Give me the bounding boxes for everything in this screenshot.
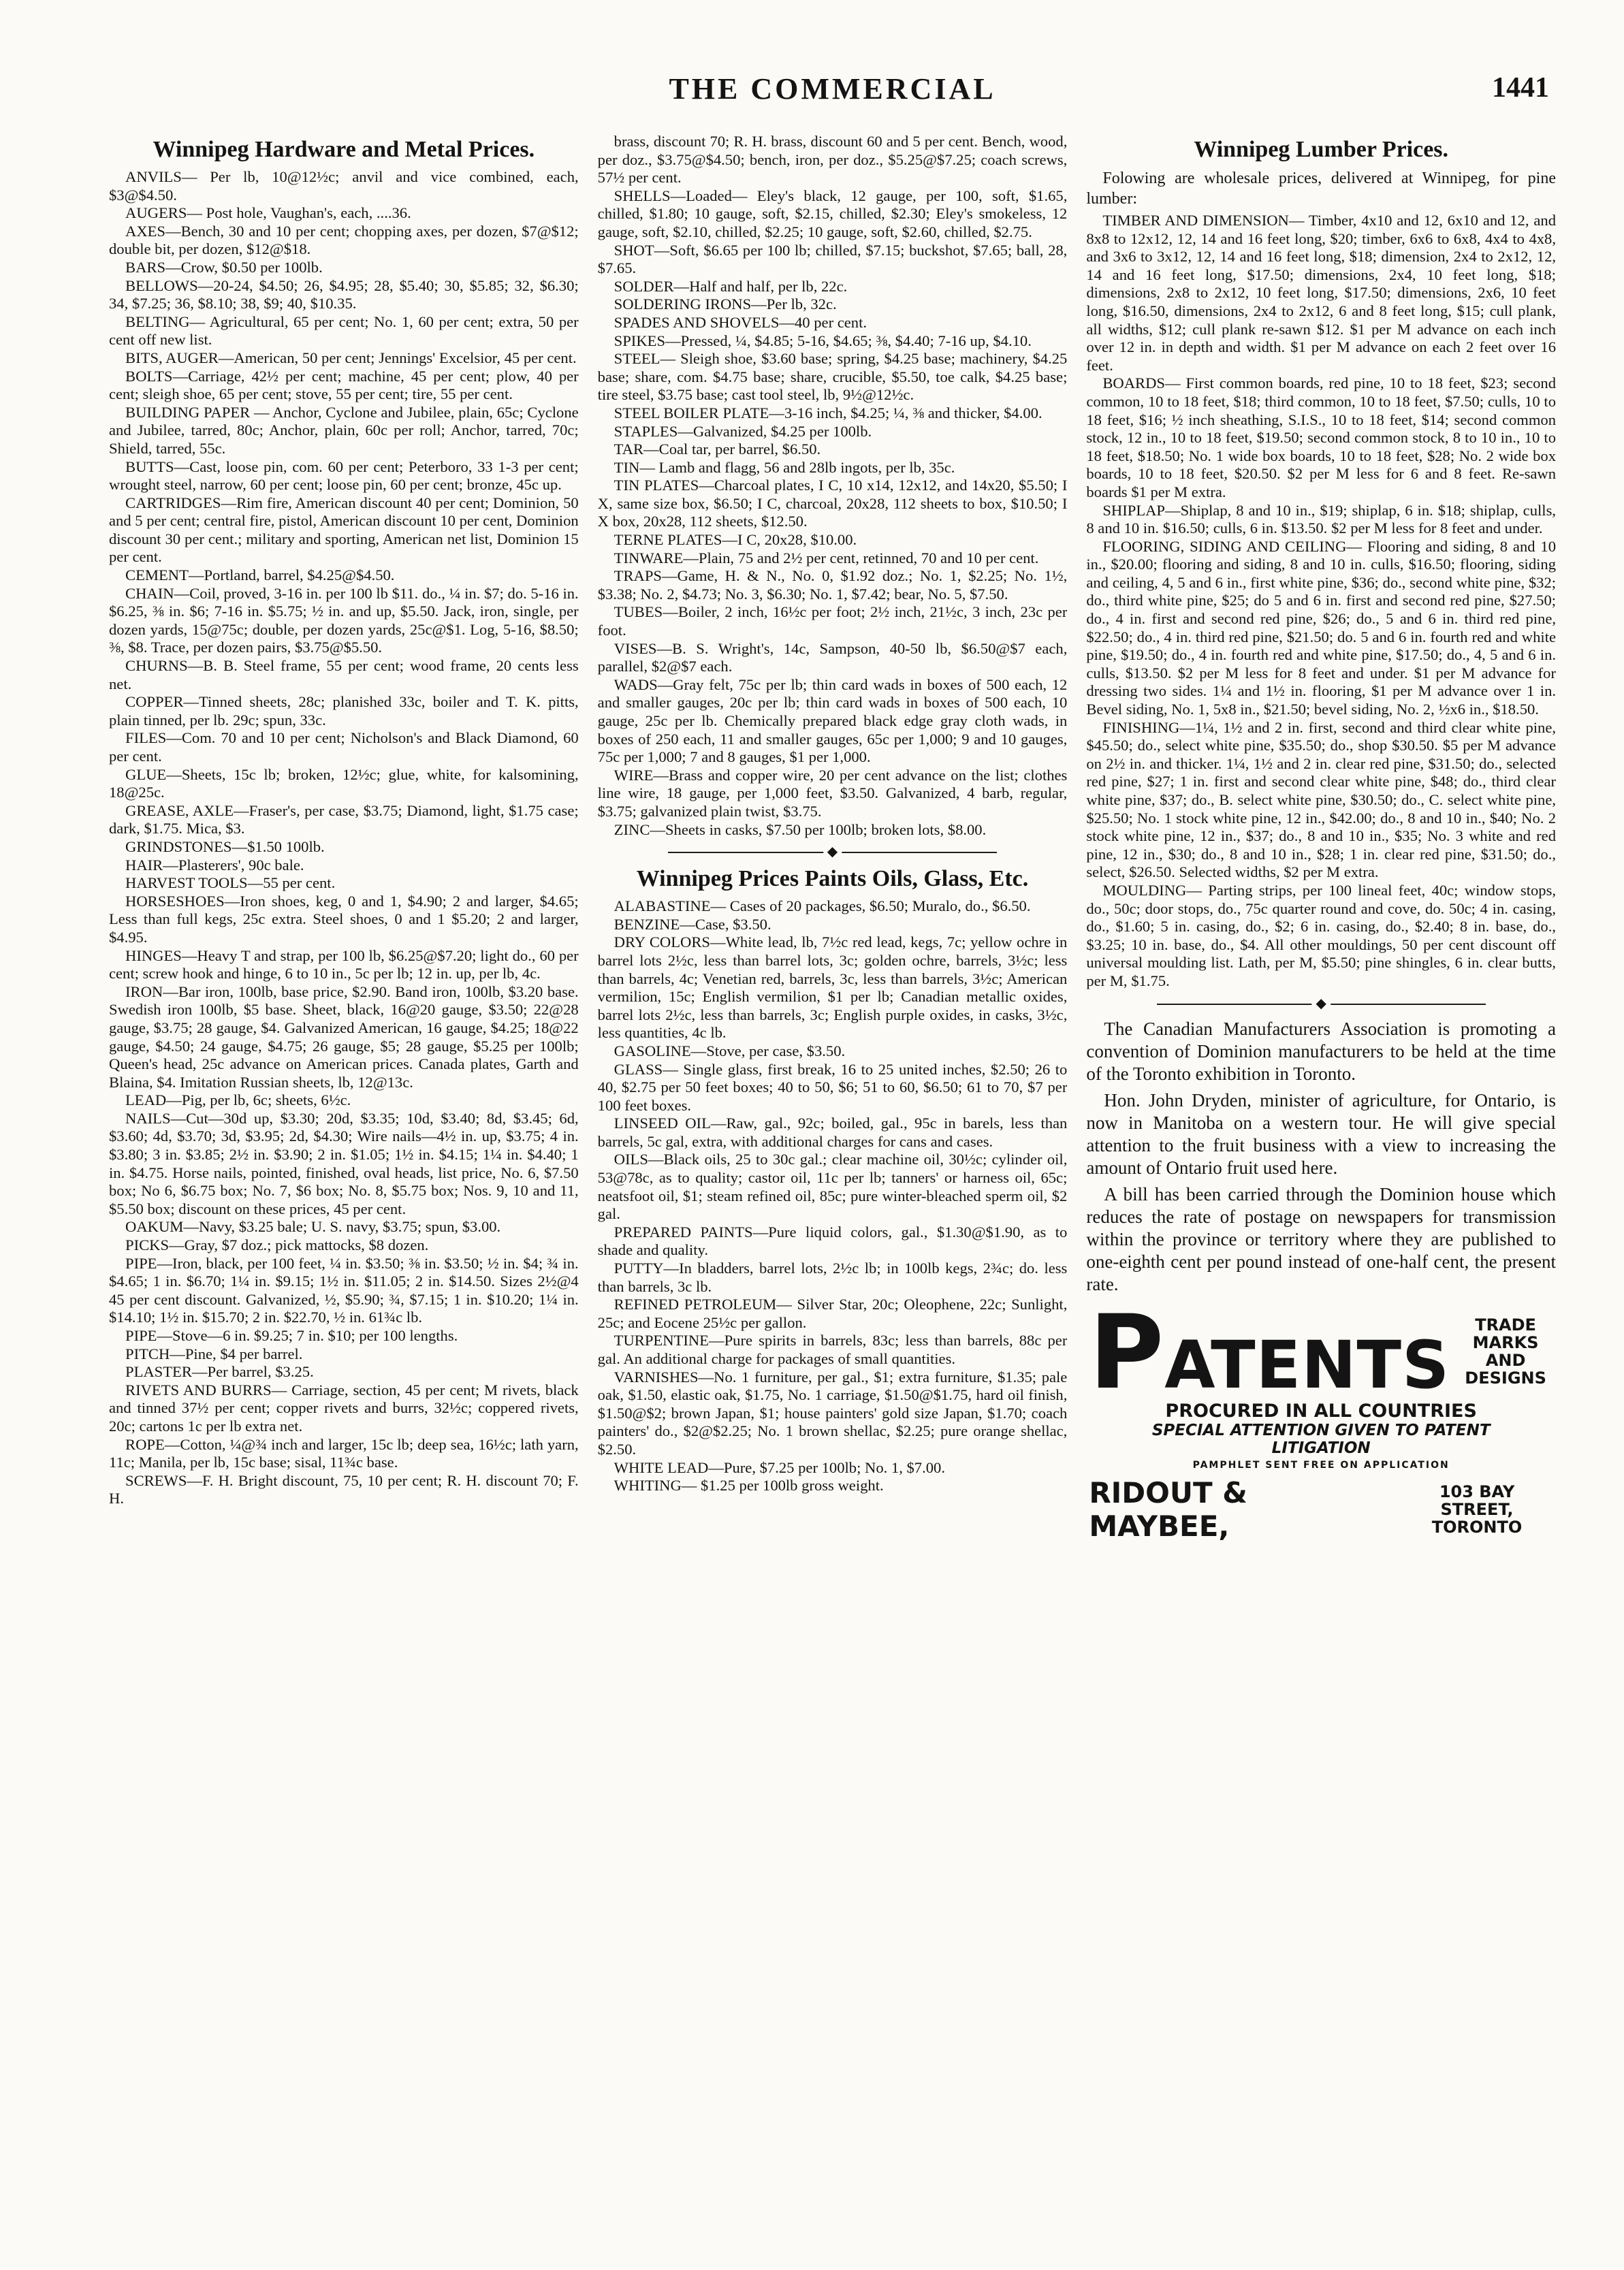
price-entry: BUILDING PAPER — Anchor, Cyclone and Jubilee, plain, 65c; Cyclone and Jubilee, tarred, 80c; Anchor, plain, 60c per roll; Anchor, tarred, 70c; Shield, tarred, 55c.: [109, 403, 579, 457]
price-entry: PREPARED PAINTS—Pure liquid colors, gal., $1.30@$1.90, as to shade and quality.: [597, 1223, 1068, 1259]
hardware-price-list-continued: [598, 133, 1068, 839]
price-entry: COPPER—Tinned sheets, 28c; planished 33c, boiler and T. K. pitts, plain tinned, per lb. 29c; spun, 33c.: [109, 693, 579, 729]
price-entry: REFINED PETROLEUM— Silver Star, 20c; Oleophene, 22c; Sunlight, 25c; and Eocene 25½c per gallon.: [597, 1296, 1068, 1331]
price-entry: WADS—Gray felt, 75c per lb; thin card wads in boxes of 500 each, 12 and smaller gauges, 20c per lb; thin card wads in boxes of 500 each, 10 gauge, 25c per lb. Chemically prepared black edge gray cloth wads, in boxes of 250 each, 11 and smaller gauges, 65c per 1,000; 9 and 10 gauges, 75c per 1,000; 7 and 8 gauges, $1 per 1,000.: [597, 675, 1068, 766]
ad-headline: [1089, 1293, 1450, 1412]
price-entry: FINISHING—1¼, 1½ and 2 in. first, second and third clear white pine, $45.50; do., select white pine, $35.50; do., shop $30.50. $5 per M advance on 2½ in. and thicker. 1¼, 1½ and 2 in. clear red pine, $31.50; do., selected red pine, $27; 1 in. first and second clear white pine, $48; do., third clear white pine, $37; do., B. select white pine, $30.50; do., C. select white pine, $25.50; No. 1 stock white pine, 12 in., $42.00; do., 8 and 10 in., $40; No. 2 stock white pine, 12 in., $37; do., 8 and 10 in., $35; No. 3 white and red pine, 12 in., $30; do., 8 and 10 in., $28; 1 in. clear red pine, $31.50; do., select, $26.50. Selected widths, $2 per M extra.: [1086, 718, 1557, 881]
price-entry: VISES—B. S. Wright's, 14c, Sampson, 40-50 lb, $6.50@$7 each, parallel, $2@$7 each.: [597, 639, 1068, 675]
price-entry: PIPE—Iron, black, per 100 feet, ¼ in. $3.50; ⅜ in. $3.50; ½ in. $4; ¾ in. $4.65; 1 in. $6.70; 1¼ in. $9.15; 1½ in. $11.05; 2 in. $14.50. Sizes 2½@4 45 per cent discount. Galvanized, ½, $5.90; ¾, $7.15; 1 in. $10.20; 1¼ in. $14.10; 1½ in. $15.70; 2 in. $22.70, ½ in. 61¾c lb.: [109, 1254, 579, 1326]
price-entry: GASOLINE—Stove, per case, $3.50.: [614, 1042, 846, 1059]
price-entry: STEEL— Sleigh shoe, $3.60 base; spring, $4.25 base; machinery, $4.25 base; share, com. $4.75 base; share, crucible, $5.50, toe calk, $4.25 base; tire steel, $3.75 base; cast tool steel, lb, 9½@12½c.: [597, 350, 1068, 404]
ad-line-special: SPECIAL ATTENTION GIVEN TO PATENT: [1151, 1421, 1491, 1439]
price-entry: FILES—Com. 70 and 10 per cent; Nicholson's and Black Diamond, 60 per cent.: [109, 729, 579, 765]
price-entry: PUTTY—In bladders, barrel lots, 2½c lb; in 100lb kegs, 2¾c; do. less than barrels, 3c lb.: [597, 1260, 1068, 1295]
price-entry: BUTTS—Cast, loose pin, com. 60 per cent; Peterboro, 33 1-3 per cent; wrought steel, narrow, 60 per cent; loose pin, 60 per cent; bronze, 45c up.: [109, 458, 579, 494]
ad-address-street: 103 BAY STREET,: [1439, 1482, 1515, 1519]
price-entry: GLUE—Sheets, 15c lb; broken, 12½c; glue, white, for kalsomining, 18@25c.: [109, 765, 579, 801]
price-entry: NAILS—Cut—30d up, $3.30; 20d, $3.35; 10d, $3.40; 8d, $3.45; 6d, $3.60; 4d, $3.70; 3d, $3.95; 2d, $4.30; Wire nails—4½ in. up, $3.75; 4 in. $3.80; 3 in. $3.85; 2½ in. $3.90; 2 in. $1.05; 1½ in. $4.15; 1¼ in. $4.40; 1 in. $4.75. Horse nails, pointed, finished, oval heads, list price, No. 6, $7.50 box; No 6, $6.75 box; No. 7, $6 box; No. 8, $5.75 box; Nos. 9, 10 and 11, $5.50 box; discount on these prices, 45 per cent.: [109, 1109, 579, 1217]
ad-side-line: AND: [1485, 1350, 1526, 1370]
price-entry: PICKS—Gray, $7 doz.; pick mattocks, $8 dozen.: [125, 1236, 429, 1254]
ad-firm-name: RIDOUT & MAYBEE,: [1089, 1475, 1247, 1543]
columns: [109, 133, 1556, 2243]
hardware-title: Winnipeg Hardware and Metal Prices.: [153, 137, 535, 162]
price-entry: ALABASTINE— Cases of 20 packages, $6.50; Muralo, do., $6.50.: [614, 897, 1031, 915]
price-entry: SHIPLAP—Shiplap, 8 and 10 in., $19; shiplap, 6 in. $18; shiplap, culls, 8 and 10 in. $16.50; culls, 6 in. $13.50. $2 per M less for 8 feet and under.: [1086, 501, 1557, 537]
price-entry: TURPENTINE—Pure spirits in barrels, 83c; less than barrels, 88c per gal. An additional charge for packages of small quantities.: [597, 1332, 1068, 1367]
price-entry: HORSESHOES—Iron shoes, keg, 0 and 1, $4.90; 2 and larger, $4.65; Less than full kegs, 25c extra. Steel shoes, 0 and 1 $5.20; 2 and larger, $4.95.: [109, 892, 579, 946]
ad-headline-rest: ATENTS: [1164, 1326, 1450, 1403]
price-entry: PITCH—Pine, $4 per barrel.: [125, 1345, 303, 1362]
paints-title: Winnipeg Prices Paints Oils, Glass, Etc.: [636, 866, 1029, 892]
price-entry: TAR—Coal tar, per barrel, $6.50.: [614, 441, 821, 458]
price-entry: WHITE LEAD—Pure, $7.25 per 100lb; No. 1, $7.00.: [614, 1458, 945, 1476]
price-entry: WHITING— $1.25 per 100lb gross weight.: [614, 1477, 884, 1494]
column-middle: [598, 133, 1068, 2243]
price-entry: AXES—Bench, 30 and 10 per cent; chopping axes, per dozen, $7@$12; double bit, per dozen, $12@$18.: [109, 222, 579, 258]
price-entry: TIN PLATES—Charcoal plates, I C, 10 x14, 12x12, and 14x20, $5.50; I X, same size box, $6.50; I C, charcoal, 20x28, 112 sheets to box, $10.50; I X box, 20x28, 112 sheets, $12.50.: [597, 477, 1068, 530]
price-entry: CHURNS—B. B. Steel frame, 55 per cent; wood frame, 20 cents less net.: [109, 657, 579, 692]
price-entry: BELTING— Agricultural, 65 per cent; No. 1, 60 per cent; extra, 50 per cent off new list.: [109, 313, 579, 349]
patents-advertisement: [1086, 1293, 1556, 1547]
news-paragraph: A bill has been carried through the Dominion house which reduces the rate of postage on newspapers for transmission within the province or territory where they are published to one-eighth cent per pound instead of one-half cent, the present rate.: [1086, 1183, 1557, 1294]
page-number: 1441: [1492, 72, 1549, 103]
price-entry: IRON—Bar iron, 100lb, base price, $2.90. Band iron, 100lb, $3.20 base. Swedish iron 100lb, $5 base. Sheet, black, 16@20 gauge, $3.50; 22@28 gauge, $3.75; 28 gauge, $4. Galvanized American, 16 gauge, $4.25; 18@22 gauge, $4.50; 24 gauge, $4.75; 26 gauge, $5; 28 gauge, $5.25 per 100lb; Queen's head, 25c advance on American prices. Canada plates, Garth and Blaina, $4. Imitation Russian sheets, lb, 12@13c.: [109, 982, 579, 1091]
price-entry: ZINC—Sheets in casks, $7.50 per 100lb; broken lots, $8.00.: [614, 820, 987, 838]
lumber-price-list: [1086, 212, 1556, 991]
price-entry: FLOORING, SIDING AND CEILING— Flooring and siding, 8 and 10 in., $20.00; flooring and siding, 8 and 10 in. culls, $16.50; flooring, siding and ceiling, 4, 5 and 6 in., first white pine, $36; do., second white pine, $32; do., third white pine, $25; do 5 and 6 in. first and second red pine, $27.50; do., 4 in. first and second red pine, $26; do., 5 and 6 in. third red pine, $22.50; do., 4 in. third red pine, $21.50; do. 5 and 6 in. fourth red and white pine, $19.50; do., 4 in. fourth red and white pine, $17.50; do., 4, 5 and 6 in. culls, $13.50. $2 per M less for 8 feet and under. $1 per M advance for dressing two sides. 1¼ and 1½ in. flooring, $1 per M advance over 1 in. Bevel siding, No. 1, 5x8 in., $21.50; bevel siding, No. 2, ½x6 in., $18.50.: [1086, 537, 1557, 718]
ad-line-litigation: LITIGATION: [1271, 1439, 1371, 1457]
price-entry: PIPE—Stove—6 in. $9.25; 7 in. $10; per 100 lengths.: [125, 1327, 458, 1344]
ad-address: [1401, 1483, 1553, 1536]
ad-line-procured: PROCURED IN ALL COUNTRIES: [1165, 1400, 1477, 1422]
price-entry: STAPLES—Galvanized, $4.25 per 100lb.: [614, 422, 872, 440]
price-entry: TERNE PLATES—I C, 20x28, $10.00.: [614, 531, 857, 549]
price-entry: OILS—Black oils, 25 to 30c gal.; clear machine oil, 30½c; cylinder oil, 53@78c, as to quality; castor oil, 11c per lb; tanners' or harness oil, 65c; neatsfoot oil, $1; steam refined oil, 85c; pure winter-bleached sperm oil, $2 gal.: [597, 1151, 1068, 1223]
price-entry: ROPE—Cotton, ¼@¾ inch and larger, 15c lb; deep sea, 16½c; lath yarn, 11c; Manila, per lb, 15c base; sisal, 11¾c base.: [109, 1435, 579, 1471]
price-entry: OAKUM—Navy, $3.25 bale; U. S. navy, $3.75; spun, $3.00.: [125, 1218, 501, 1236]
price-entry: BARS—Crow, $0.50 per 100lb.: [125, 258, 323, 276]
price-entry: SHOT—Soft, $6.65 per 100 lb; chilled, $7.15; buckshot, $7.65; ball, 28, $7.65.: [597, 241, 1068, 277]
price-entry: BITS, AUGER—American, 50 per cent; Jennings' Excelsior, 45 per cent.: [125, 349, 577, 366]
price-entry: SCREWS—F. H. Bright discount, 75, 10 per cent; R. H. discount 70; F. H.: [109, 1471, 579, 1507]
paints-price-list: [598, 897, 1068, 1495]
price-entry: SOLDER—Half and half, per lb, 22c.: [614, 277, 848, 295]
price-entry: GLASS— Single glass, first break, 16 to 25 united inches, $2.50; 26 to 40, $2.75 per 50 feet boxes; 40 to 50, $6; 51 to 60, $6.50; 61 to 70, $7 per 100 feet boxes.: [597, 1060, 1068, 1114]
ad-address-city: TORONTO: [1431, 1517, 1523, 1537]
price-entry: STEEL BOILER PLATE—3-16 inch, $4.25; ¼, ⅜ and thicker, $4.00.: [614, 404, 1042, 421]
price-entry: HARVEST TOOLS—55 per cent.: [125, 874, 336, 892]
masthead: THE COMMERCIAL: [669, 72, 996, 106]
column-right: [1086, 133, 1556, 2243]
section-divider: [1157, 999, 1486, 1010]
price-entry: DRY COLORS—White lead, lb, 7½c red lead, kegs, 7c; yellow ochre in barrel lots 2½c, less than barrel lots, 3c; golden ochre, barrels, 3½c; less than barrels, 4c; Venetian red, barrels, 3c, less than barrels, 3½c; American vermilion, 15c; English vermilion, $1 per lb; Canadian metallic oxides, barrel lots 2½c, less than barrels, 3c; English purple oxides, in casks, 3½c, less quantities, 4c lb.: [597, 933, 1068, 1042]
price-entry: BOLTS—Carriage, 42½ per cent; machine, 45 per cent; plow, 40 per cent; sleigh shoe, 65 per cent; stove, 55 per cent; tire, 55 per cent.: [109, 367, 579, 403]
price-entry: CARTRIDGES—Rim fire, American discount 40 per cent; Dominion, 50 and 5 per cent; central fire, pistol, American discount 10 per cent, Dominion discount 30 per cent.; military and sporting, American net list, Dominion 15 per cent.: [109, 494, 579, 566]
price-entry: GREASE, AXLE—Fraser's, per case, $3.75; Diamond, light, $1.75 case; dark, $1.75. Mica, $3.: [109, 801, 579, 837]
lumber-intro: Folowing are wholesale prices, delivered at Winnipeg, for pine lumber:: [1086, 170, 1557, 208]
price-entry: GRINDSTONES—$1.50 100lb.: [125, 837, 325, 855]
price-entry: ANVILS— Per lb, 10@12½c; anvil and vice combined, each, $3@$4.50.: [109, 168, 579, 204]
price-entry: SPADES AND SHOVELS—40 per cent.: [614, 313, 867, 331]
price-entry: PLASTER—Per barrel, $3.25.: [125, 1363, 314, 1381]
ad-line-pamphlet: PAMPHLET SENT FREE ON APPLICATION: [1192, 1459, 1450, 1471]
price-entry: AUGERS— Post hole, Vaughan's, each, ....36.: [125, 204, 411, 222]
price-entry: VARNISHES—No. 1 furniture, per gal., $1; extra furniture, $1.35; pale oak, $1.50, elastic oak, $1.75, No. 1 carriage, $1.50@$1.75, hard oil finish, $1.50@$2; brown Japan, $1; house painters' gold size Japan, $1.70; coach painters' do., $2@$2.25; No. 1 brown shellac, $2.25; pure orange shellac, $2.50.: [597, 1368, 1068, 1458]
price-entry: LEAD—Pig, per lb, 6c; sheets, 6½c.: [125, 1091, 351, 1109]
ad-initial: P: [1089, 1293, 1165, 1412]
price-entry: WIRE—Brass and copper wire, 20 per cent advance on the list; clothes line wire, 18 gauge, per 1,000 feet, $3.50. Galvanized, 4 barb, regular, $3.75; galvanized plain twist, $3.75.: [597, 766, 1068, 820]
column-left: [109, 133, 579, 2243]
ad-firm-row: [1089, 1476, 1553, 1543]
page-header: [109, 65, 1556, 119]
ad-side-text: [1458, 1312, 1553, 1387]
price-entry: HINGES—Heavy T and strap, per 100 lb, $6.25@$7.20; light do., 60 per cent; screw hook and hinge, 6 to 10 in., 5c per lb; 12 in. up, per lb, 4c.: [109, 946, 579, 982]
price-entry: CHAIN—Coil, proved, 3-16 in. per 100 lb $11. do., ¼ in. $7; do. 5-16 in. $6.25, ⅜ in. $6; 7-16 in. $5.75; ½ in. and up, $5.50. Jack, iron, single, per dozen yards, 15@75c; double, per dozen yards, 25c@$1. Log, 5-16, $8.50; ⅜, $8. Trace, per dozen pairs, $3.75@$5.50.: [109, 584, 579, 656]
price-entry: SHELLS—Loaded— Eley's black, 12 gauge, per 100, soft, $1.65, chilled, $1.80; 10 gauge, soft, $2.15, chilled, $2.30; Eley's smokeless, 12 gauge, soft, $2.10, chilled, $2.25; 10 gauge, soft, $2.60, chilled, $2.75.: [597, 187, 1068, 240]
price-entry: TUBES—Boiler, 2 inch, 16½c per foot; 2½ inch, 21½c, 3 inch, 23c per foot.: [597, 603, 1068, 639]
news-items: [1086, 1018, 1556, 1296]
price-entry: BENZINE—Case, $3.50.: [614, 915, 771, 933]
price-entry: LINSEED OIL—Raw, gal., 92c; boiled, gal., 95c in barels, less than barrels, 5c gal, extra, with additional charges for cans and cases.: [597, 1115, 1068, 1150]
ad-side-line: DESIGNS: [1465, 1368, 1546, 1388]
ad-side-line: TRADE MARKS: [1472, 1315, 1539, 1352]
news-paragraph: The Canadian Manufacturers Association is promoting a convention of Dominion manufacturers to be held at the time of the Toronto exhibition in Toronto.: [1086, 1018, 1557, 1084]
price-entry: SOLDERING IRONS—Per lb, 32c.: [614, 295, 837, 313]
hardware-price-list: [109, 168, 579, 1508]
price-entry: TRAPS—Game, H. & N., No. 0, $1.92 doz.; No. 1, $2.25; No. 1½, $3.38; No. 2, $4.73; No. 3, $6.30; No. 1, $7.42; bear, No. 5, $7.50.: [597, 567, 1068, 603]
price-entry: CEMENT—Portland, barrel, $4.25@$4.50.: [125, 566, 395, 584]
price-entry: HAIR—Plasterers', 90c bale.: [125, 856, 304, 874]
price-entry: SPIKES—Pressed, ¼, $4.85; 5-16, $4.65; ⅜, $4.40; 7-16 up, $4.10.: [614, 332, 1032, 349]
section-divider: [668, 847, 997, 858]
price-entry: BOARDS— First common boards, red pine, 10 to 18 feet, $23; second common, 10 to 18 feet, $18; third common, 10 to 18 feet, $7.50; culls, 10 to 18 feet, $16; ½ inch sheathing, S.I.S., 10 to 18 feet, $14; second common stock, 12 in., 10 to 18 feet, $19.50; second common stock, 8 to 10 in., 10 to 18 feet, $18.50; No. 1 wide box boards, 10 to 18 feet, $28; No. 2 wide box boards, 10 to 18 feet, $20.50. $2 per M less for 6 and 8 feet. Re-sawn boards $1 per M extra.: [1086, 374, 1557, 500]
news-paragraph: Hon. John Dryden, minister of agriculture, for Ontario, is now in Manitoba on a western tour. He will give special attention to the fruit business with a view to increasing the amount of Ontario fruit used here.: [1086, 1089, 1557, 1178]
lumber-title: Winnipeg Lumber Prices.: [1194, 137, 1449, 162]
price-entry: TIMBER AND DIMENSION— Timber, 4x10 and 12, 6x10 and 12, and 8x8 to 12x12, 12, 14 and 16 feet long, $20; timber, 6x6 to 6x8, 4x4 to 4x8, and 3x6 to 3x12, 12, 14 and 16 feet long, $18; dimension, 2x4 to 2x12, 12, 14 and 16 feet long, $17.50; dimensions, 2x4, 10 feet long, $18; dimensions, 2x8 to 2x12, 10 feet long, $17.50; dimensions, 2x6, 10 feet long, $16.50, dimensions, 2x4 to 2x12, 6 and 8 feet long, $15; cull plank, all widths, $12; cull plank re-sawn $12. $1 per M advance on each inch over 12 in. in depth and width. $1 per M advance on each 2 feet over 16 feet.: [1086, 212, 1557, 374]
price-entry: MOULDING— Parting strips, per 100 lineal feet, 40c; window stops, do., 50c; door stops, do., 75c quarter round and cove, do. 50c; 4 in. casing, do., $1.60; 5 in. casing, do., $2; 6 in. casing, do., $2.40; 8 in. base, do., $3.25; 10 in. base, do., $4. All other mouldings, 50 per cent discount off universal moulding list. Lath, per M, $5.50; pine shingles, 6 in. clear butts, per M, $1.75.: [1086, 881, 1557, 989]
price-entry: BELLOWS—20-24, $4.50; 26, $4.95; 28, $5.40; 30, $5.85; 32, $6.30; 34, $7.25; 36, $8.10; 38, $9; 40, $10.35.: [109, 276, 579, 313]
price-entry: TINWARE—Plain, 75 and 2½ per cent, retinned, 70 and 10 per cent.: [614, 549, 1039, 566]
price-entry: TIN— Lamb and flagg, 56 and 28lb ingots, per lb, 35c.: [614, 458, 955, 476]
price-entry: RIVETS AND BURRS— Carriage, section, 45 per cent; M rivets, black and tinned 37½ per cent; copper rivets and burrs, 32½c; coppered rivets, 20c; cartons 1c per lb extra net.: [109, 1381, 579, 1435]
price-entry: brass, discount 70; R. H. brass, discount 60 and 5 per cent. Bench, wood, per doz., $3.75@$4.50; bench, iron, per doz., $5.25@$7.25; coach screws, 57½ per cent.: [597, 133, 1068, 187]
